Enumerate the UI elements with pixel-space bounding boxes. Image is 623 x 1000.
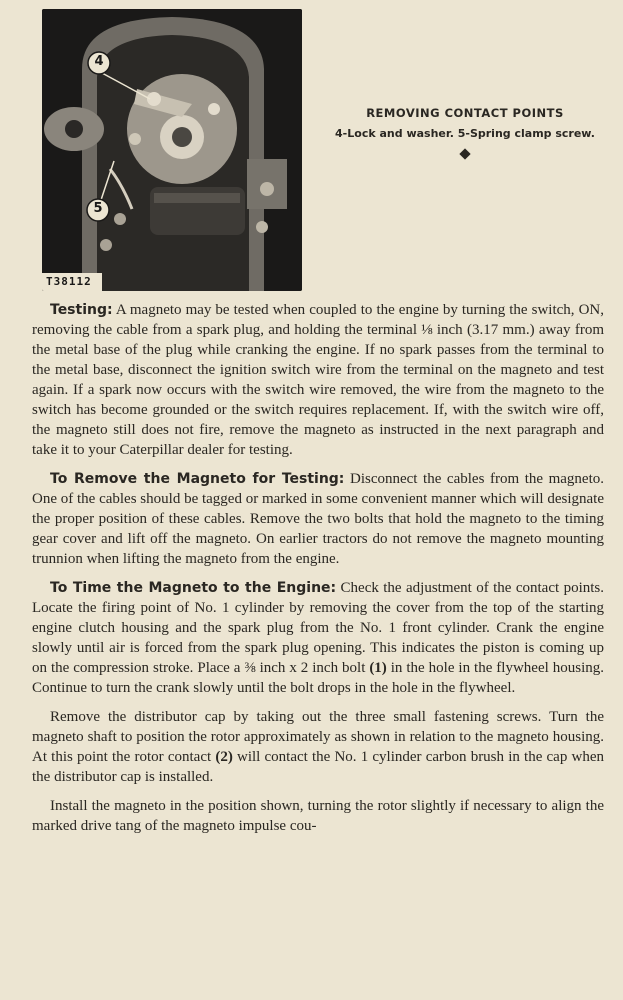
paragraph-time-magneto [32,578,604,698]
reference-number: (2) [215,749,233,765]
paragraph-heading: Testing: [50,302,113,318]
callout-5: 5 [93,201,103,216]
magneto-photo [42,9,302,291]
paragraph-body: will contact the No. 1 cylinder carbon brush in the cap when the distributor cap is installed. [32,749,604,785]
caption-title: REMOVING CONTACT POINTS [366,106,564,120]
paragraph-heading: To Time the Magneto to the Engine: [50,580,337,596]
paragraph-body: Remove the distributor cap by taking out the three small fastening screws. Turn the magneto shaft to position the rotor approximately as shown in relation to the magneto housing. At this point the rotor contact [32,709,604,765]
paragraph-remove-magneto [32,469,604,569]
paragraph-body: A magneto may be tested when coupled to the engine by turning the switch, ON, removing the cable from a spark plug, and holding the terminal ⅛ inch (3.17 mm.) away from the metal base of the plug while cranking the engine. If no spark passes from the terminal to the metal base, disconnect the ignition switch wire from the terminal on the magneto and test again. If a spark now occurs with the switch wire removed, the wire from the magneto to the switch has become grounded or the switch requires replacement. If, with the switch wire off, the magneto still does not fire, remove the magneto as instructed in the next paragraph and take it to your Caterpillar dealer for testing. [32,302,604,458]
diamond-ornament-icon [459,148,470,159]
paragraph-body: Install the magneto in the position shown, turning the rotor slightly if necessary to align the marked drive tang of the magneto impulse cou- [32,798,604,834]
figure-caption [325,106,605,158]
plate-number: T38112 [46,275,92,288]
paragraph-body: Check the adjustment of the contact points. Locate the firing point of No. 1 cylinder by removing the cover from the top of the starting engine clutch housing and the spark plug from the No. 1 front cylinder. Crank the engine slowly until air is forced from the spark plug opening. This indicates the piston is coming up on the compression stroke. Place a ⅜ inch x 2 inch bolt [32,580,604,676]
magneto-illustration [42,9,302,291]
paragraph-testing [32,300,604,460]
body-text [32,300,604,845]
paragraph-heading: To Remove the Magneto for Testing: [50,471,345,487]
reference-number: (1) [369,660,387,676]
caption-text: 4-Lock and washer. 5-Spring clamp screw. [335,127,595,140]
paragraph-install-magneto [32,796,604,836]
paragraph-body: Disconnect the cables from the magneto. One of the cables should be tagged or marked in some convenient manner which will designate the proper position of these cables. Remove the two bolts that hold the magneto to the timing gear cover and lift off the magneto. On earlier tractors do not remove the magneto mounting trunnion when lifting the magneto from the engine. [32,471,604,567]
paragraph-distributor-cap [32,707,604,787]
paragraph-body: in the hole in the flywheel housing. Continue to turn the crank slowly until the bolt drops in the hole in the flywheel. [32,660,604,696]
callout-4: 4 [94,54,104,69]
